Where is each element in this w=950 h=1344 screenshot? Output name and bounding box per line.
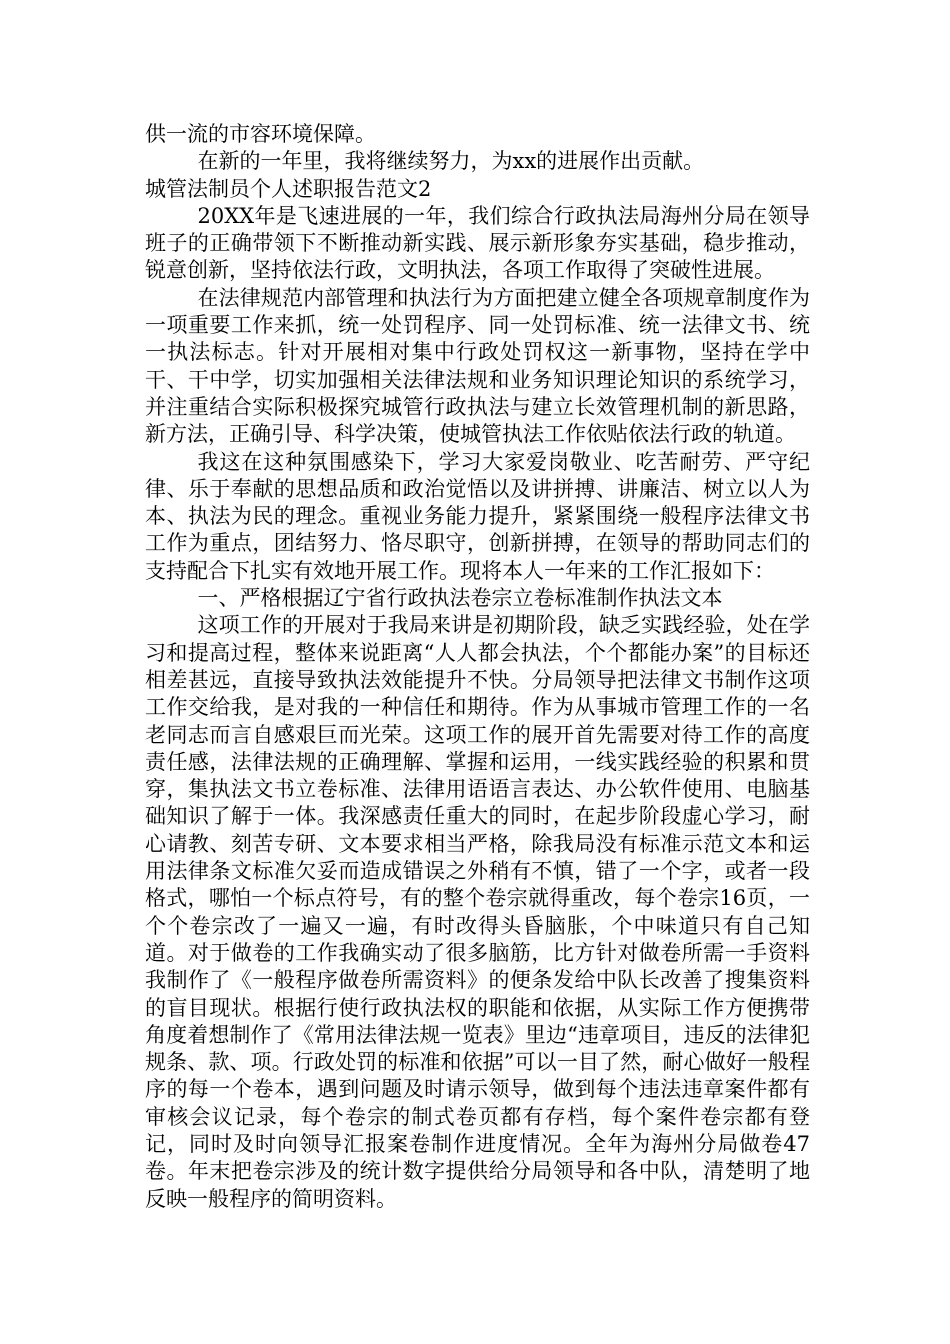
section-title: 城管法制员个人述职报告范文2 bbox=[145, 176, 432, 201]
paragraph-closing: 在新的一年里，我将继续努力，为xx的进展作出贡献。 bbox=[197, 149, 705, 174]
subheading-one: 一、严格根据辽宁省行政执法卷宗立卷标准制作执法文本 bbox=[197, 586, 723, 611]
paragraph-intro: 20XX年是飞速进展的一年，我们综合行政执法局海州分局在领导班子的正确带领下不断推动新实践、展示新形象夯实基础，稳步推动，锐意创新，坚持依法行政，文明执法，各项工作取得了突破性进展。 bbox=[145, 203, 810, 283]
paragraph-attitude: 我这在这种氛围感染下，学习大家爱岗敬业、吃苦耐劳、严守纪律、乐于奉献的思想品质和政治觉悟以及讲拼搏、讲廉洁、树立以人为本、执法为民的理念。重视业务能力提升，紧紧围绕一般程序法律文书工作为重点，团结努力、恪尽职守，创新拼搏，在领导的帮助同志们的支持配合下扎实有效地开展工作。现将本人一年来的工作汇报如下： bbox=[145, 449, 810, 583]
paragraph-management: 在法律规范内部管理和执法行为方面把建立健全各项规章制度作为一项重要工作来抓，统一处罚程序、同一处罚标准、统一法律文书、统一执法标志。针对开展相对集中行政处罚权这一新事物，坚持在学中干、干中学，切实加强相关法律法规和业务知识理论知识的系统学习，并注重结合实际积极探究城管行政执法与建立长效管理机制的新思路，新方法，正确引导、科学决策，使城管执法工作依贴依法行政的轨道。 bbox=[145, 285, 810, 447]
paragraph-details: 这项工作的开展对于我局来讲是初期阶段，缺乏实践经验，处在学习和提高过程，整体来说距离“人人都会执法，个个都能办案”的目标还相差甚远，直接导致执法效能提升不快。分局领导把法律文书制作这项工作交给我，是对我的一种信任和期待。作为从事城市管理工作的一名老同志而言自感艰巨而光荣。这项工作的展开首先需要对待工作的高度责任感，法律法规的正确理解、掌握和运用，一线实践经验的积累和贯穿，集执法文书立卷标准、法律用语语言表达、办公软件使用、电脑基础知识了解于一体。我深感责任重大的同时，在起步阶段虚心学习，耐心请教、刻苦专研、文本要求相当严格，除我局没有标准示范文本和运用法律条文标准欠妥而造成错误之外稍有不慎，错了一个字，或者一段格式，哪怕一个标点符号，有的整个卷宗就得重改，每个卷宗16页，一个个卷宗改了一遍又一遍，有时改得头昏脑胀，个中味道只有自己知道。对于做卷的工作我确实动了很多脑筋，比方针对做卷所需一手资料我制作了《一般程序做卷所需资料》的便条发给中队长改善了搜集资料的盲目现状。根据行使行政执法权的职能和依据，从实际工作方便携带角度着想制作了《常用法律法规一览表》里边“违章项目，违反的法律犯规条、款、项。行政处罚的标准和依据”可以一目了然，耐心做好一般程序的每一个卷本，遇到问题及时请示领导，做到每个违法违章案件都有审核会议记录，每个卷宗的制式卷页都有存档，每个案件卷宗都有登记，同时及时向领导汇报案卷制作进度情况。全年为海州分局做卷47卷。年末把卷宗涉及的统计数字提供给分局领导和各中队，清楚明了地反映一般程序的简明资料。 bbox=[145, 613, 810, 1211]
paragraph-continuation: 供一流的市容环境保障。 bbox=[145, 122, 376, 146]
document-body bbox=[145, 121, 810, 1213]
